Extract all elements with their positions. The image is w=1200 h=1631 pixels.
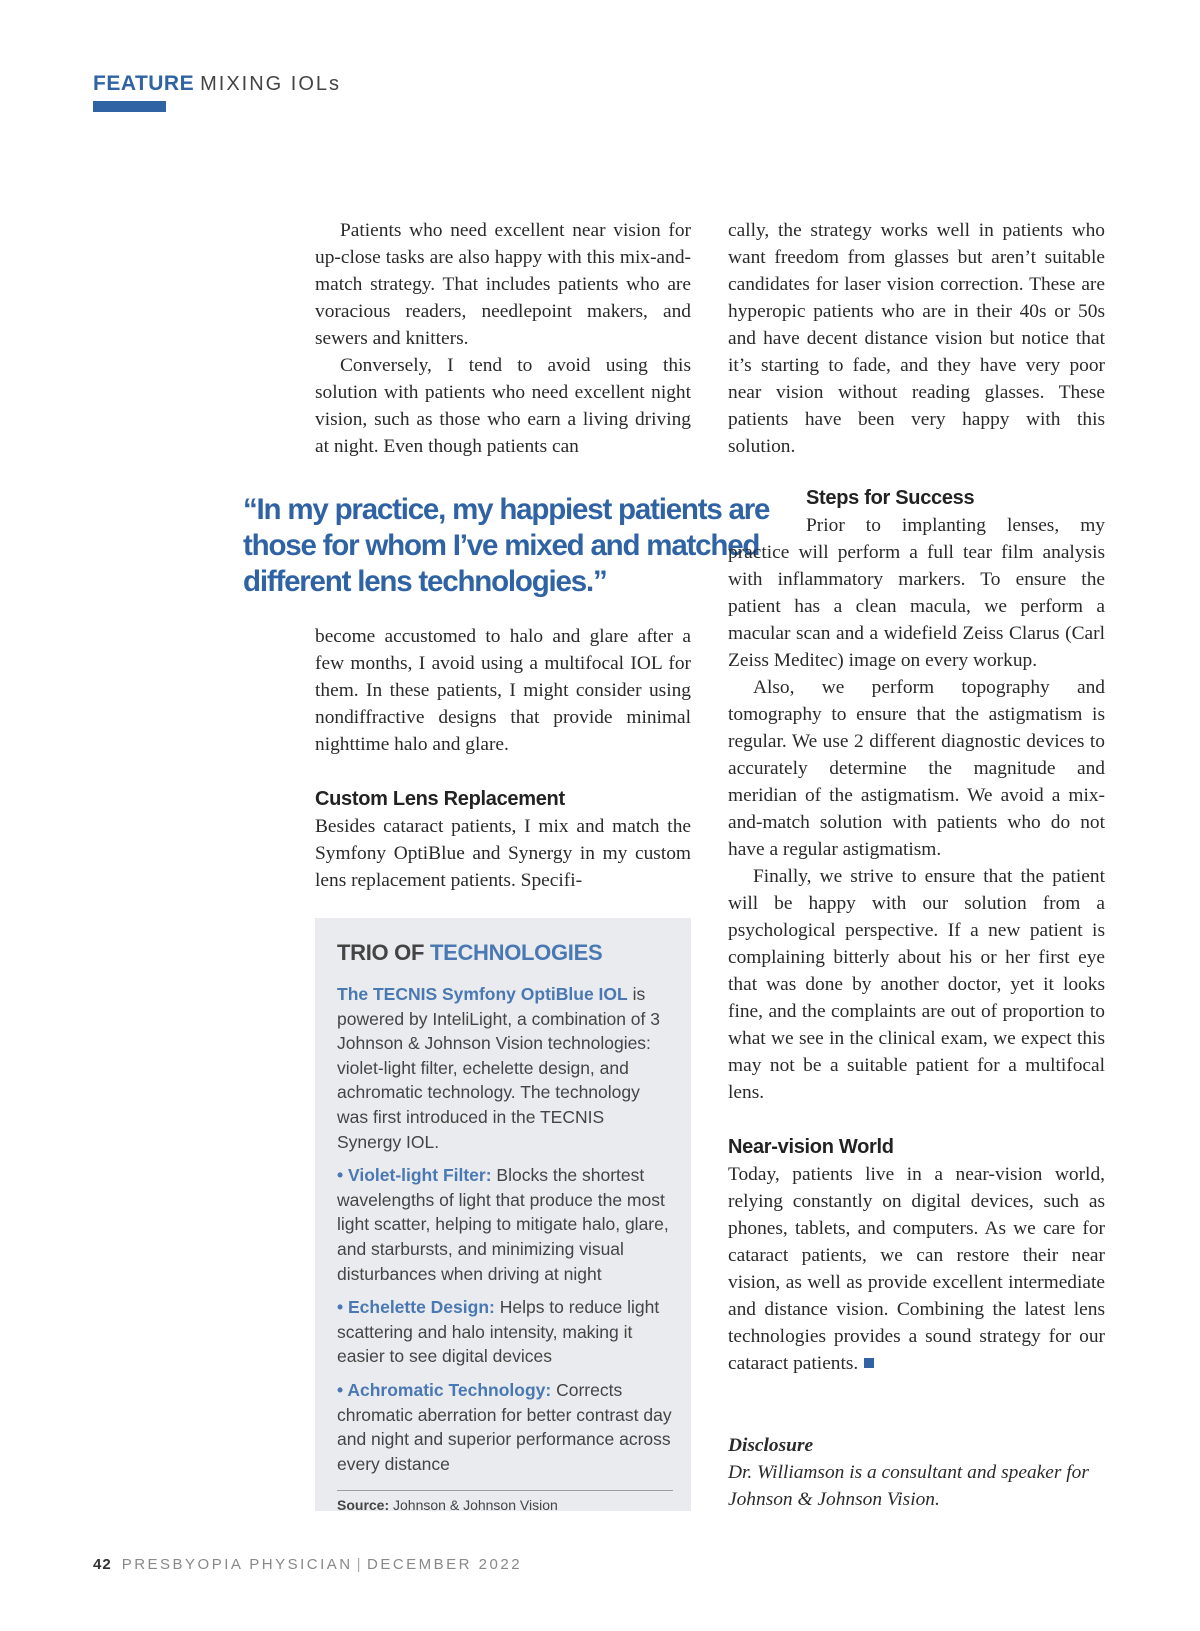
page-footer	[93, 1556, 522, 1573]
bullet-text: Blocks the shortest wavelengths of light that produce the most light scatter, helping to mitigate halo, glare, and starbursts, and minimizing visual disturbances when driving at night	[337, 1165, 669, 1284]
subheading-steps: Steps for Success	[806, 487, 975, 509]
sidebar-intro-text: is powered by InteliLight, a combination of 3 Johnson & Johnson Vision technologies: violet-light filter, echelette design, and achromatic technology. The technology was first introduced in the TECNIS Synergy IOL.	[337, 984, 660, 1152]
bullet-text: Helps to reduce light scattering and halo intensity, making it easier to see digital devices	[337, 1297, 660, 1367]
bullet-text: Corrects chromatic aberration for better contrast day and night and superior performance across every distance	[337, 1379, 672, 1474]
section-kicker: FEATURE	[93, 72, 195, 95]
left-column-middle	[315, 623, 691, 894]
sidebar-bullet	[337, 1378, 673, 1476]
paragraph	[728, 512, 1105, 674]
bullet-lead: • Violet-light Filter:	[337, 1165, 492, 1186]
pull-quote: “In my practice, my happiest patients are those for whom I’ve mixed and matched different lens technologies.”	[243, 493, 770, 598]
sidebar-bullet	[337, 1163, 673, 1286]
end-mark-icon	[864, 1358, 874, 1368]
paragraph-text: Today, patients live in a near-vision world, relying constantly on digital devices, such as phones, tablets, and computers. As we care for cataract patients, we can restore their near vision, as well as provide excellent intermediate and distance vision. Combining the latest lens technologies provides a sound strategy for our cataract patients.	[728, 1164, 1105, 1374]
sidebar-title	[337, 940, 673, 966]
paragraph: Patients who need excellent near vision for up-close tasks are also happy with this mix-and-match strategy. That includes patients who are voracious readers, needlepoint makers, and sewers and knitters.	[315, 220, 691, 349]
paragraph: Besides cataract patients, I mix and match the Symfony OptiBlue and Synergy in my custom lens replacement patients. Specifi-	[315, 816, 691, 891]
issue-date: DECEMBER 2022	[367, 1556, 523, 1573]
steps-intro-block	[728, 484, 1105, 512]
sidebar-bullet	[337, 1295, 673, 1369]
source-text: Johnson & Johnson Vision	[389, 1497, 558, 1514]
section-topic: MIXING IOLs	[200, 73, 342, 95]
sidebar-title-a: TRIO OF	[337, 940, 425, 965]
publication-name: PRESBYOPIA PHYSICIAN	[121, 1556, 353, 1573]
right-column-steps	[728, 484, 1105, 1377]
sidebar-intro	[337, 982, 673, 1154]
section-header	[93, 72, 341, 96]
sidebar-title-b: TECHNOLOGIES	[429, 940, 603, 965]
paragraph: Conversely, I tend to avoid using this solution with patients who need excellent night vision, such as those who earn a living driving at night. Even though patients can	[315, 355, 691, 457]
paragraph: Finally, we strive to ensure that the patient will be happy with our solution from a psychological perspective. If a new patient is complaining bitterly about his or her first eye that was done by another doctor, yet it looks fine, and the complaints are out of proportion to what we see in the clinical exam, we expect this may not be a suitable patient for a multifocal lens.	[728, 866, 1105, 1103]
paragraph	[728, 1161, 1105, 1377]
page-number: 42	[93, 1556, 112, 1573]
paragraph: Also, we perform topography and tomography to ensure that the astigmatism is regular. We use 2 different diagnostic devices to accurately determine the magnitude and meridian of the astigmatism. We avoid a mix-and-match solution with patients who do not have a regular astigmatism.	[728, 677, 1105, 860]
disclosure-text: Dr. Williamson is a consultant and speaker for Johnson & Johnson Vision.	[728, 1462, 1089, 1510]
right-column-top	[728, 217, 1105, 460]
disclosure	[728, 1432, 1105, 1513]
source-label: Source:	[337, 1497, 390, 1514]
sidebar-intro-lead: The TECNIS Symfony OptiBlue IOL	[337, 984, 628, 1004]
paragraph-text: Prior to implanting lenses, my practice will perform a full tear film analysis with inflammatory markers. To ensure the patient has a clean macula, we perform a macular scan and a widefield Zeiss Clarus (Carl Zeiss Meditec) image on every workup.	[728, 515, 1105, 671]
paragraph: cally, the strategy works well in patients who want freedom from glasses but aren’t suitable candidates for laser vision correction. These are hyperopic patients who are in their 40s or 50s and have decent distance vision but notice that it’s starting to fade, and they have very poor near vision without reading glasses. These patients have been very happy with this solution.	[728, 220, 1105, 457]
bullet-lead: • Achromatic Technology:	[337, 1379, 552, 1400]
disclosure-heading: Disclosure	[728, 1435, 814, 1456]
footer-separator: |	[356, 1556, 363, 1573]
subheading-custom-lens: Custom Lens Replacement	[315, 788, 565, 810]
header-accent-bar	[93, 101, 166, 112]
subheading-near-vision: Near-vision World	[728, 1136, 894, 1158]
sidebar-source	[337, 1490, 673, 1513]
paragraph: become accustomed to halo and glare after a few months, I avoid using a multifocal IOL for them. In these patients, I might consider using nondiffractive designs that provide minimal nighttime halo and glare.	[315, 626, 691, 755]
left-column-top	[315, 217, 691, 460]
sidebar-box	[315, 918, 691, 1514]
bullet-lead: • Echelette Design:	[337, 1297, 495, 1318]
